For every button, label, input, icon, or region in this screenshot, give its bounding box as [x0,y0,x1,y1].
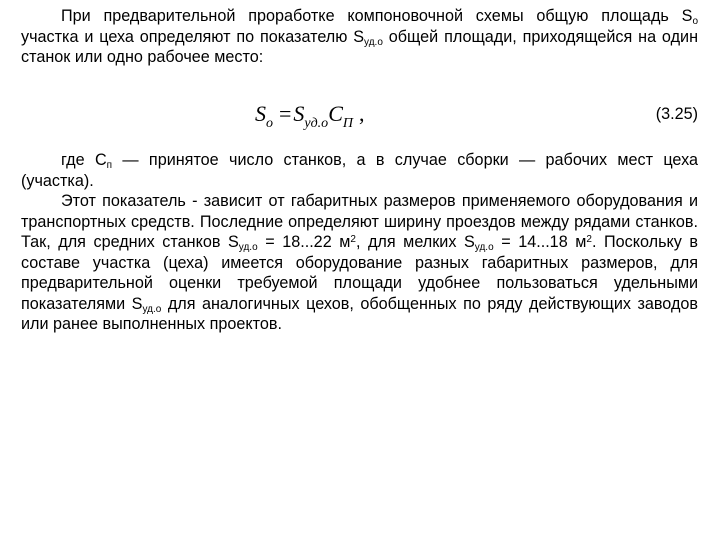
para3-text-2: = 18...22 м [257,233,351,251]
para3-sup-1: 2 [350,234,356,245]
para3-text-6: для аналогичных цехов, обобщенных по ряду действующих заводов или ранее выполненных проектов. [21,294,698,333]
formula-3-25 [255,96,365,132]
para3-sub-2: уд.о [474,242,494,253]
formula-lhs-sub: o [266,116,273,131]
para3-text-3: , для мелких S [355,233,475,251]
para3-text-5: . Поскольку в составе участка (цеха) имеется оборудование разных габаритных размеров, для предварительной оценки требуемой площади удобнее пользоваться удельными показателями S [21,233,699,313]
para1-text-2: участка и цеха определяют по показателю S [21,27,365,46]
para3-text-1: Этот показатель - зависит от габаритных размеров применяемого оборудования и транспортных средств. Последние определяют ширину проездов между рядами станков. Так, для средних станков S [21,192,698,251]
formula-r1-sub: уд.о [304,116,329,131]
para1-sub-2: уд.о [364,36,383,48]
para2-sub-1: п [106,160,113,171]
paragraph-intro [21,6,698,68]
paragraph-where [21,150,698,191]
para1-sub-1: о [692,16,698,27]
para1-text-3: общей площади, приходящейся на один станок или одно рабочее место: [21,27,699,66]
para3-sub-1: уд.о [238,242,258,253]
para2-text-2: — принятое число станков, а в случае сборки — рабочих мест цеха (участка). [21,151,698,190]
equation-number: (3.25) [655,105,698,123]
paragraph-indicator [21,191,698,335]
para3-text-4: = 14...18 м [493,233,587,251]
formula-r1: S [293,101,305,126]
formula-r2-sub: П [342,116,353,131]
formula-comma: , [359,101,365,126]
para1-text-1: При предварительной проработке компоновочной схемы общую площадь S [61,7,693,25]
formula-equals: = [279,101,292,126]
formula-lhs: S [255,101,266,126]
formula-r2: C [328,101,343,126]
para2-text-1: где C [61,151,107,169]
para3-sup-2: 2 [586,234,592,245]
para3-sub-3: уд.о [142,303,162,315]
